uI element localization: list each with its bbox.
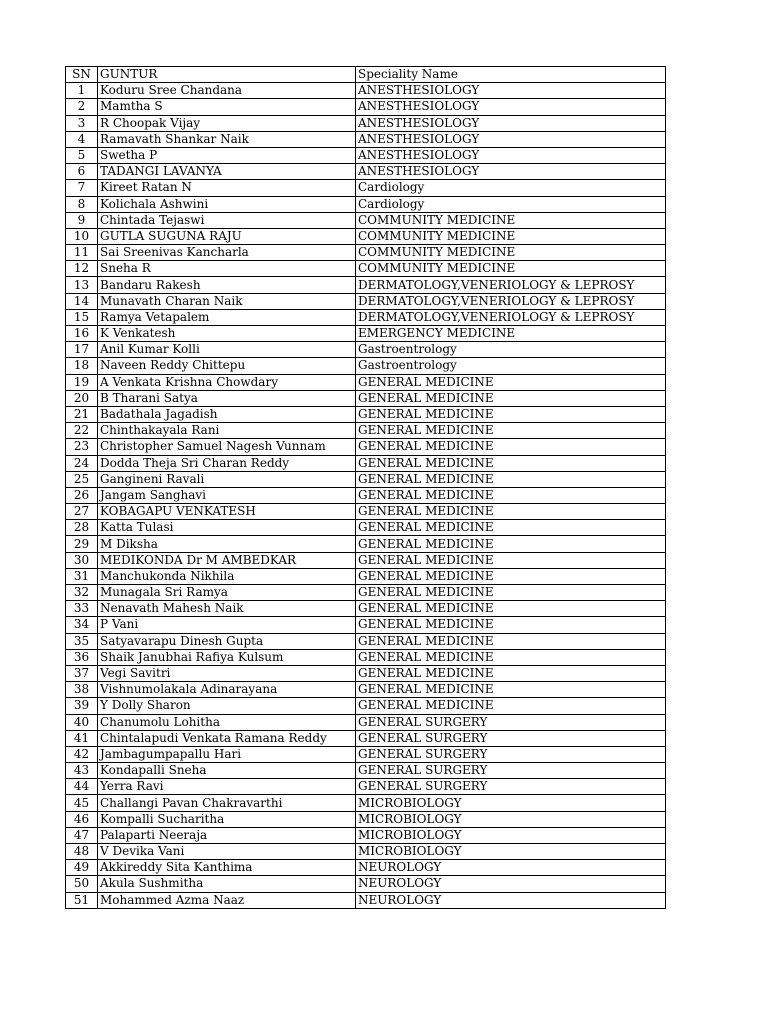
table-row bbox=[66, 326, 666, 342]
table-row bbox=[66, 147, 666, 163]
row-speciality: GENERAL MEDICINE bbox=[356, 585, 666, 601]
row-name: Sneha R bbox=[98, 261, 356, 277]
header-row bbox=[66, 67, 666, 83]
row-sn: 42 bbox=[66, 746, 98, 762]
table-row bbox=[66, 406, 666, 422]
row-name: Kondapalli Sneha bbox=[98, 763, 356, 779]
row-sn: 15 bbox=[66, 309, 98, 325]
row-speciality: GENERAL MEDICINE bbox=[356, 439, 666, 455]
row-name: Chanumolu Lohitha bbox=[98, 714, 356, 730]
table-body bbox=[66, 83, 666, 909]
row-speciality: GENERAL MEDICINE bbox=[356, 698, 666, 714]
table-row bbox=[66, 504, 666, 520]
row-sn: 18 bbox=[66, 358, 98, 374]
row-speciality: GENERAL MEDICINE bbox=[356, 552, 666, 568]
table-row bbox=[66, 245, 666, 261]
row-speciality: ANESTHESIOLOGY bbox=[356, 99, 666, 115]
table-row bbox=[66, 552, 666, 568]
row-sn: 38 bbox=[66, 682, 98, 698]
row-name: Bandaru Rakesh bbox=[98, 277, 356, 293]
row-speciality: GENERAL SURGERY bbox=[356, 746, 666, 762]
row-name: Kompalli Sucharitha bbox=[98, 811, 356, 827]
row-name: Akkireddy Sita Kanthima bbox=[98, 860, 356, 876]
table-row bbox=[66, 228, 666, 244]
row-name: Mohammed Azma Naaz bbox=[98, 892, 356, 908]
row-name: Swetha P bbox=[98, 147, 356, 163]
row-name: P Vani bbox=[98, 617, 356, 633]
row-sn: 5 bbox=[66, 147, 98, 163]
row-speciality: EMERGENCY MEDICINE bbox=[356, 326, 666, 342]
row-speciality: GENERAL MEDICINE bbox=[356, 601, 666, 617]
row-speciality: GENERAL SURGERY bbox=[356, 714, 666, 730]
row-sn: 23 bbox=[66, 439, 98, 455]
table-row bbox=[66, 487, 666, 503]
row-sn: 34 bbox=[66, 617, 98, 633]
row-name: Jangam Sanghavi bbox=[98, 487, 356, 503]
table-row bbox=[66, 844, 666, 860]
row-name: Palaparti Neeraja bbox=[98, 827, 356, 843]
doctor-speciality-table bbox=[65, 66, 666, 909]
row-sn: 40 bbox=[66, 714, 98, 730]
row-sn: 12 bbox=[66, 261, 98, 277]
table-row bbox=[66, 682, 666, 698]
row-speciality: COMMUNITY MEDICINE bbox=[356, 245, 666, 261]
table-row bbox=[66, 212, 666, 228]
row-speciality: GENERAL MEDICINE bbox=[356, 649, 666, 665]
table-row bbox=[66, 164, 666, 180]
table-row bbox=[66, 876, 666, 892]
table-row bbox=[66, 892, 666, 908]
row-name: Munavath Charan Naik bbox=[98, 293, 356, 309]
row-speciality: NEUROLOGY bbox=[356, 892, 666, 908]
row-sn: 48 bbox=[66, 844, 98, 860]
row-speciality: GENERAL MEDICINE bbox=[356, 406, 666, 422]
row-sn: 29 bbox=[66, 536, 98, 552]
row-name: Kolichala Ashwini bbox=[98, 196, 356, 212]
table-row bbox=[66, 568, 666, 584]
row-name: Naveen Reddy Chittepu bbox=[98, 358, 356, 374]
header-sn: SN bbox=[66, 67, 98, 83]
row-sn: 46 bbox=[66, 811, 98, 827]
row-sn: 25 bbox=[66, 471, 98, 487]
row-speciality: MICROBIOLOGY bbox=[356, 844, 666, 860]
row-speciality: GENERAL MEDICINE bbox=[356, 617, 666, 633]
row-name: Satyavarapu Dinesh Gupta bbox=[98, 633, 356, 649]
row-speciality: NEUROLOGY bbox=[356, 876, 666, 892]
row-speciality: GENERAL MEDICINE bbox=[356, 455, 666, 471]
row-name: Koduru Sree Chandana bbox=[98, 83, 356, 99]
row-name: Vishnumolakala Adinarayana bbox=[98, 682, 356, 698]
row-name: Gangineni Ravali bbox=[98, 471, 356, 487]
table-row bbox=[66, 309, 666, 325]
table-row bbox=[66, 83, 666, 99]
row-sn: 27 bbox=[66, 504, 98, 520]
row-speciality: DERMATOLOGY,VENERIOLOGY & LEPROSY bbox=[356, 277, 666, 293]
spreadsheet-page bbox=[65, 66, 665, 909]
row-sn: 16 bbox=[66, 326, 98, 342]
row-speciality: GENERAL MEDICINE bbox=[356, 390, 666, 406]
row-speciality: ANESTHESIOLOGY bbox=[356, 147, 666, 163]
row-sn: 8 bbox=[66, 196, 98, 212]
row-speciality: GENERAL MEDICINE bbox=[356, 682, 666, 698]
row-speciality: COMMUNITY MEDICINE bbox=[356, 261, 666, 277]
row-sn: 17 bbox=[66, 342, 98, 358]
table-row bbox=[66, 536, 666, 552]
row-sn: 35 bbox=[66, 633, 98, 649]
row-name: Dodda Theja Sri Charan Reddy bbox=[98, 455, 356, 471]
row-speciality: DERMATOLOGY,VENERIOLOGY & LEPROSY bbox=[356, 309, 666, 325]
row-name: Christopher Samuel Nagesh Vunnam bbox=[98, 439, 356, 455]
table-row bbox=[66, 617, 666, 633]
row-name: Katta Tulasi bbox=[98, 520, 356, 536]
table-row bbox=[66, 131, 666, 147]
table-row bbox=[66, 374, 666, 390]
row-name: Chinthakayala Rani bbox=[98, 423, 356, 439]
row-speciality: COMMUNITY MEDICINE bbox=[356, 212, 666, 228]
row-sn: 32 bbox=[66, 585, 98, 601]
row-name: GUTLA SUGUNA RAJU bbox=[98, 228, 356, 244]
table-row bbox=[66, 455, 666, 471]
row-sn: 33 bbox=[66, 601, 98, 617]
row-sn: 13 bbox=[66, 277, 98, 293]
row-name: B Tharani Satya bbox=[98, 390, 356, 406]
row-name: Nenavath Mahesh Naik bbox=[98, 601, 356, 617]
row-sn: 11 bbox=[66, 245, 98, 261]
row-name: M Diksha bbox=[98, 536, 356, 552]
row-speciality: Gastroentrology bbox=[356, 358, 666, 374]
row-sn: 20 bbox=[66, 390, 98, 406]
row-sn: 14 bbox=[66, 293, 98, 309]
row-sn: 9 bbox=[66, 212, 98, 228]
row-sn: 4 bbox=[66, 131, 98, 147]
row-name: Chintada Tejaswi bbox=[98, 212, 356, 228]
row-sn: 51 bbox=[66, 892, 98, 908]
row-speciality: COMMUNITY MEDICINE bbox=[356, 228, 666, 244]
row-name: Sai Sreenivas Kancharla bbox=[98, 245, 356, 261]
row-name: TADANGI LAVANYA bbox=[98, 164, 356, 180]
row-name: Manchukonda Nikhila bbox=[98, 568, 356, 584]
row-sn: 19 bbox=[66, 374, 98, 390]
row-sn: 49 bbox=[66, 860, 98, 876]
table-row bbox=[66, 358, 666, 374]
row-name: Ramya Vetapalem bbox=[98, 309, 356, 325]
row-name: Yerra Ravi bbox=[98, 779, 356, 795]
row-sn: 22 bbox=[66, 423, 98, 439]
row-speciality: Cardiology bbox=[356, 196, 666, 212]
table-row bbox=[66, 779, 666, 795]
row-name: V Devika Vani bbox=[98, 844, 356, 860]
row-sn: 10 bbox=[66, 228, 98, 244]
table-row bbox=[66, 649, 666, 665]
row-sn: 37 bbox=[66, 665, 98, 681]
header-name: GUNTUR bbox=[98, 67, 356, 83]
row-sn: 7 bbox=[66, 180, 98, 196]
row-speciality: ANESTHESIOLOGY bbox=[356, 131, 666, 147]
row-name: Badathala Jagadish bbox=[98, 406, 356, 422]
row-speciality: DERMATOLOGY,VENERIOLOGY & LEPROSY bbox=[356, 293, 666, 309]
table-row bbox=[66, 196, 666, 212]
row-sn: 1 bbox=[66, 83, 98, 99]
row-name: Kireet Ratan N bbox=[98, 180, 356, 196]
row-speciality: MICROBIOLOGY bbox=[356, 811, 666, 827]
row-name: K Venkatesh bbox=[98, 326, 356, 342]
row-speciality: NEUROLOGY bbox=[356, 860, 666, 876]
table-row bbox=[66, 342, 666, 358]
row-sn: 41 bbox=[66, 730, 98, 746]
row-speciality: GENERAL SURGERY bbox=[356, 730, 666, 746]
row-name: Challangi Pavan Chakravarthi bbox=[98, 795, 356, 811]
row-speciality: Gastroentrology bbox=[356, 342, 666, 358]
table-row bbox=[66, 390, 666, 406]
row-name: Y Dolly Sharon bbox=[98, 698, 356, 714]
table-row bbox=[66, 585, 666, 601]
table-row bbox=[66, 698, 666, 714]
row-speciality: GENERAL SURGERY bbox=[356, 763, 666, 779]
table-row bbox=[66, 439, 666, 455]
table-row bbox=[66, 811, 666, 827]
row-sn: 39 bbox=[66, 698, 98, 714]
table-row bbox=[66, 471, 666, 487]
table-row bbox=[66, 99, 666, 115]
row-sn: 26 bbox=[66, 487, 98, 503]
row-speciality: GENERAL MEDICINE bbox=[356, 536, 666, 552]
row-sn: 47 bbox=[66, 827, 98, 843]
row-speciality: GENERAL MEDICINE bbox=[356, 504, 666, 520]
row-name: Anil Kumar Kolli bbox=[98, 342, 356, 358]
row-name: Shaik Janubhai Rafiya Kulsum bbox=[98, 649, 356, 665]
table-row bbox=[66, 860, 666, 876]
row-name: Chintalapudi Venkata Ramana Reddy bbox=[98, 730, 356, 746]
row-sn: 21 bbox=[66, 406, 98, 422]
table-row bbox=[66, 795, 666, 811]
row-sn: 31 bbox=[66, 568, 98, 584]
row-name: Vegi Savitri bbox=[98, 665, 356, 681]
row-name: Ramavath Shankar Naik bbox=[98, 131, 356, 147]
table-row bbox=[66, 261, 666, 277]
row-speciality: GENERAL MEDICINE bbox=[356, 471, 666, 487]
row-speciality: ANESTHESIOLOGY bbox=[356, 83, 666, 99]
table-row bbox=[66, 763, 666, 779]
row-sn: 2 bbox=[66, 99, 98, 115]
header-speciality: Speciality Name bbox=[356, 67, 666, 83]
row-speciality: GENERAL MEDICINE bbox=[356, 568, 666, 584]
row-speciality: Cardiology bbox=[356, 180, 666, 196]
row-speciality: GENERAL MEDICINE bbox=[356, 633, 666, 649]
table-row bbox=[66, 277, 666, 293]
row-sn: 6 bbox=[66, 164, 98, 180]
row-sn: 50 bbox=[66, 876, 98, 892]
row-sn: 44 bbox=[66, 779, 98, 795]
row-speciality: GENERAL MEDICINE bbox=[356, 665, 666, 681]
table-row bbox=[66, 423, 666, 439]
row-name: KOBAGAPU VENKATESH bbox=[98, 504, 356, 520]
row-name: MEDIKONDA Dr M AMBEDKAR bbox=[98, 552, 356, 568]
row-sn: 28 bbox=[66, 520, 98, 536]
row-speciality: ANESTHESIOLOGY bbox=[356, 164, 666, 180]
row-name: A Venkata Krishna Chowdary bbox=[98, 374, 356, 390]
row-speciality: GENERAL MEDICINE bbox=[356, 374, 666, 390]
row-sn: 45 bbox=[66, 795, 98, 811]
table-row bbox=[66, 665, 666, 681]
table-row bbox=[66, 827, 666, 843]
row-name: Jambagumpapallu Hari bbox=[98, 746, 356, 762]
row-speciality: GENERAL MEDICINE bbox=[356, 520, 666, 536]
row-name: Munagala Sri Ramya bbox=[98, 585, 356, 601]
row-sn: 24 bbox=[66, 455, 98, 471]
table-row bbox=[66, 633, 666, 649]
row-name: R Choopak Vijay bbox=[98, 115, 356, 131]
row-sn: 43 bbox=[66, 763, 98, 779]
table-row bbox=[66, 293, 666, 309]
table-row bbox=[66, 714, 666, 730]
row-speciality: MICROBIOLOGY bbox=[356, 795, 666, 811]
row-speciality: GENERAL MEDICINE bbox=[356, 487, 666, 503]
row-sn: 3 bbox=[66, 115, 98, 131]
row-name: Mamtha S bbox=[98, 99, 356, 115]
row-speciality: GENERAL SURGERY bbox=[356, 779, 666, 795]
row-sn: 36 bbox=[66, 649, 98, 665]
table-row bbox=[66, 730, 666, 746]
table-row bbox=[66, 520, 666, 536]
table-row bbox=[66, 115, 666, 131]
row-sn: 30 bbox=[66, 552, 98, 568]
table-row bbox=[66, 746, 666, 762]
row-speciality: MICROBIOLOGY bbox=[356, 827, 666, 843]
row-speciality: ANESTHESIOLOGY bbox=[356, 115, 666, 131]
table-row bbox=[66, 601, 666, 617]
row-speciality: GENERAL MEDICINE bbox=[356, 423, 666, 439]
row-name: Akula Sushmitha bbox=[98, 876, 356, 892]
table-row bbox=[66, 180, 666, 196]
